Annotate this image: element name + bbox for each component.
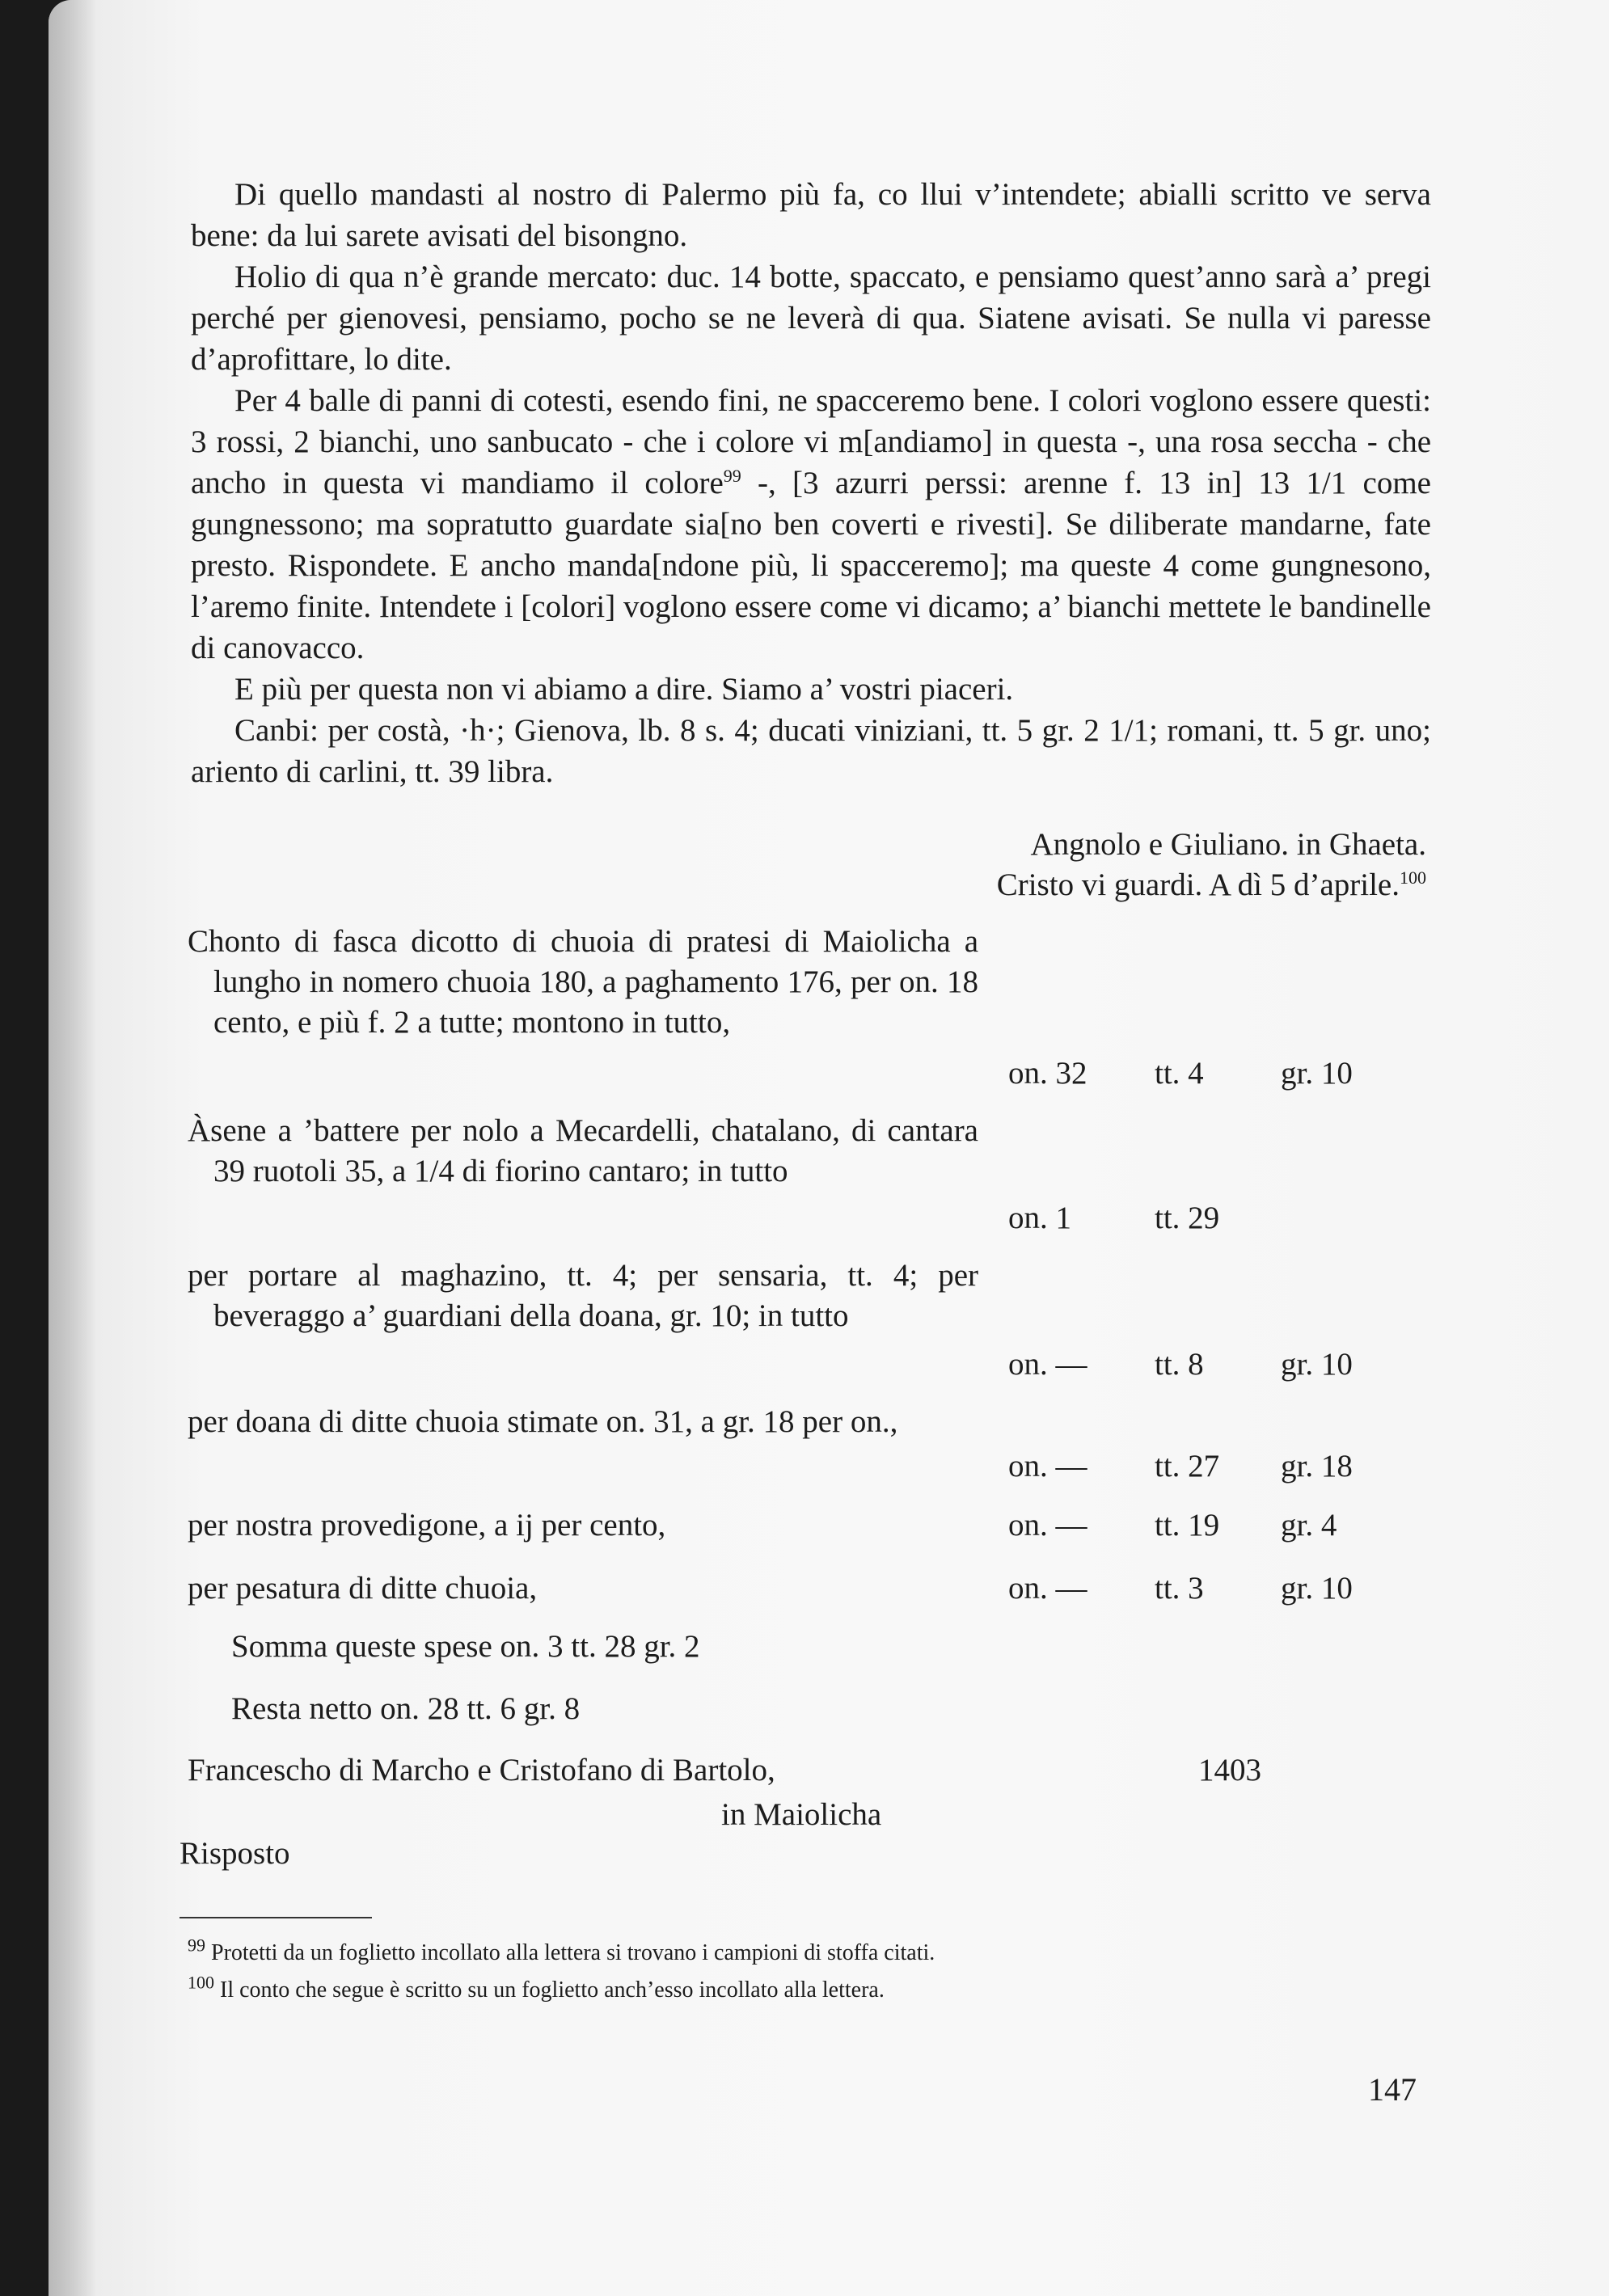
amount-once: on. 1: [1008, 1201, 1071, 1235]
amount-grani: gr. 10: [1281, 1347, 1353, 1382]
amount-once: on. —: [1008, 1508, 1087, 1543]
footnote-ref: 99: [723, 466, 741, 486]
paragraph: Canbi: per costà, ·h·; Gienova, lb. 8 s. 4; ducati viniziani, tt. 5 gr. 2 1/1; romani, tt. 5 gr. uno; ariento di carlini, tt. 39 libra.: [191, 713, 1431, 789]
amount-once: on. —: [1008, 1347, 1087, 1382]
amount-once: on. —: [1008, 1449, 1087, 1484]
footnote-ref: 100: [1400, 867, 1426, 888]
signature-block: [997, 825, 1426, 905]
account-row-description: Àsene a ’battere per nolo a Mecardelli, chatalano, di cantara 39 ruotoli 35, a 1/4 di fiorino cantaro; in tutto: [188, 1113, 978, 1188]
paragraph: Per 4 balle di panni di cotesti, esendo fini, ne spacceremo bene. I colori voglono essere questi: 3 rossi, 2 bianchi, uno sanbucato - che i colore vi m[andiamo] in questa -, una rosa secchа - che ancho in questa vi mandiamo il colore$^{99}$ -, [3 azurri perssi: arenne f. 13 in] 13 1/1 come gungnessono; ma sopratutto guardate sia[no ben coverti e rivesti]. Se diliberate mandarne, fate presto. Rispondete. E ancho manda[ndone più, li spacceremo]; ma queste 4 come gungnesono, l’aremo finite. Intendete i [colori] voglono essere come vi dicamo; a’ bianchi mettete le bandinelle di canovacco.: [191, 383, 1431, 665]
letter-status: Risposto: [179, 1836, 290, 1871]
account-row-description: per nostra provedigone, a ij per cento,: [188, 1508, 666, 1543]
footnote-divider: [179, 1917, 372, 1918]
amount-grani: gr. 4: [1281, 1508, 1337, 1543]
signature-greeting: Cristo vi guardi. A dì 5 d’aprile.$^{100}$: [996, 867, 1426, 902]
account-row-description: per doana di ditte chuoia stimate on. 31, a gr. 18 per on.,: [188, 1404, 898, 1439]
letter-year: 1403: [1198, 1753, 1261, 1787]
page-gutter-shadow: [49, 0, 97, 2296]
account-row-description: per pesatura di ditte chuoia,: [188, 1571, 538, 1606]
amount-tari: tt. 3: [1155, 1571, 1204, 1606]
amount-tari: tt. 27: [1155, 1449, 1220, 1484]
amount-once: on. —: [1008, 1571, 1087, 1606]
footnote: $^{100}$ Il conto che segue è scritto su un foglietto anch’esso incollato alla lettera.: [188, 1972, 885, 2003]
amount-tari: tt. 8: [1155, 1347, 1204, 1382]
account-row-description: per portare al maghazino, tt. 4; per sensaria, tt. 4; per beveraggo a’ guardiani della doana, gr. 10; in tutto: [188, 1258, 978, 1333]
amount-tari: tt. 19: [1155, 1508, 1220, 1543]
total-expenses: Somma queste spese on. 3 tt. 28 gr. 2: [231, 1629, 700, 1664]
amount-tari: tt. 29: [1155, 1201, 1220, 1235]
address-place: in Maiolicha: [721, 1797, 882, 1832]
amount-tari: tt. 4: [1155, 1056, 1204, 1091]
paragraph: Holio di qua n’è grande mercato: duc. 14 botte, spaccato, e pensiamo quest’anno sarà a’ pregi perché per gienovesi, pensiamo, pocho se ne leverà di qua. Siatene avisati. Se nulla vi paresse d’aprofittare, lo dite.: [191, 260, 1431, 377]
net-balance: Resta netto on. 28 tt. 6 gr. 8: [231, 1691, 581, 1726]
amount-once: on. 32: [1008, 1056, 1087, 1091]
amount-grani: gr. 18: [1281, 1449, 1353, 1484]
address-recipients: Francescho di Marcho e Cristofano di Bartolo,: [188, 1753, 775, 1787]
footnote: $^{99}$ Protetti da un foglietto incollato alla lettera si trovano i campioni di stoffa citati.: [188, 1935, 935, 1965]
amount-grani: gr. 10: [1281, 1571, 1353, 1606]
paragraph: Di quello mandasti al nostro di Palermo più fa, co llui v’intendete; abialli scritto ve serva bene: da lui sarete avisati del bisongno.: [191, 177, 1431, 253]
signature-names: Angnolo e Giuliano. in Ghaeta.: [1030, 827, 1426, 862]
letter-body: [191, 174, 1431, 792]
page-number: 147: [1368, 2071, 1417, 2108]
amount-grani: gr. 10: [1281, 1056, 1353, 1091]
paragraph: E più per questa non vi abiamo a dire. Siamo a’ vostri piaceri.: [234, 672, 1014, 707]
account-row-description: Chonto di fasca dicotto di chuoia di pratesi di Maiolicha a lunghо in nomero chuoia 180, a paghamento 176, per on. 18 cento, e più f. 2 a tutte; montono in tutto,: [188, 924, 978, 1040]
